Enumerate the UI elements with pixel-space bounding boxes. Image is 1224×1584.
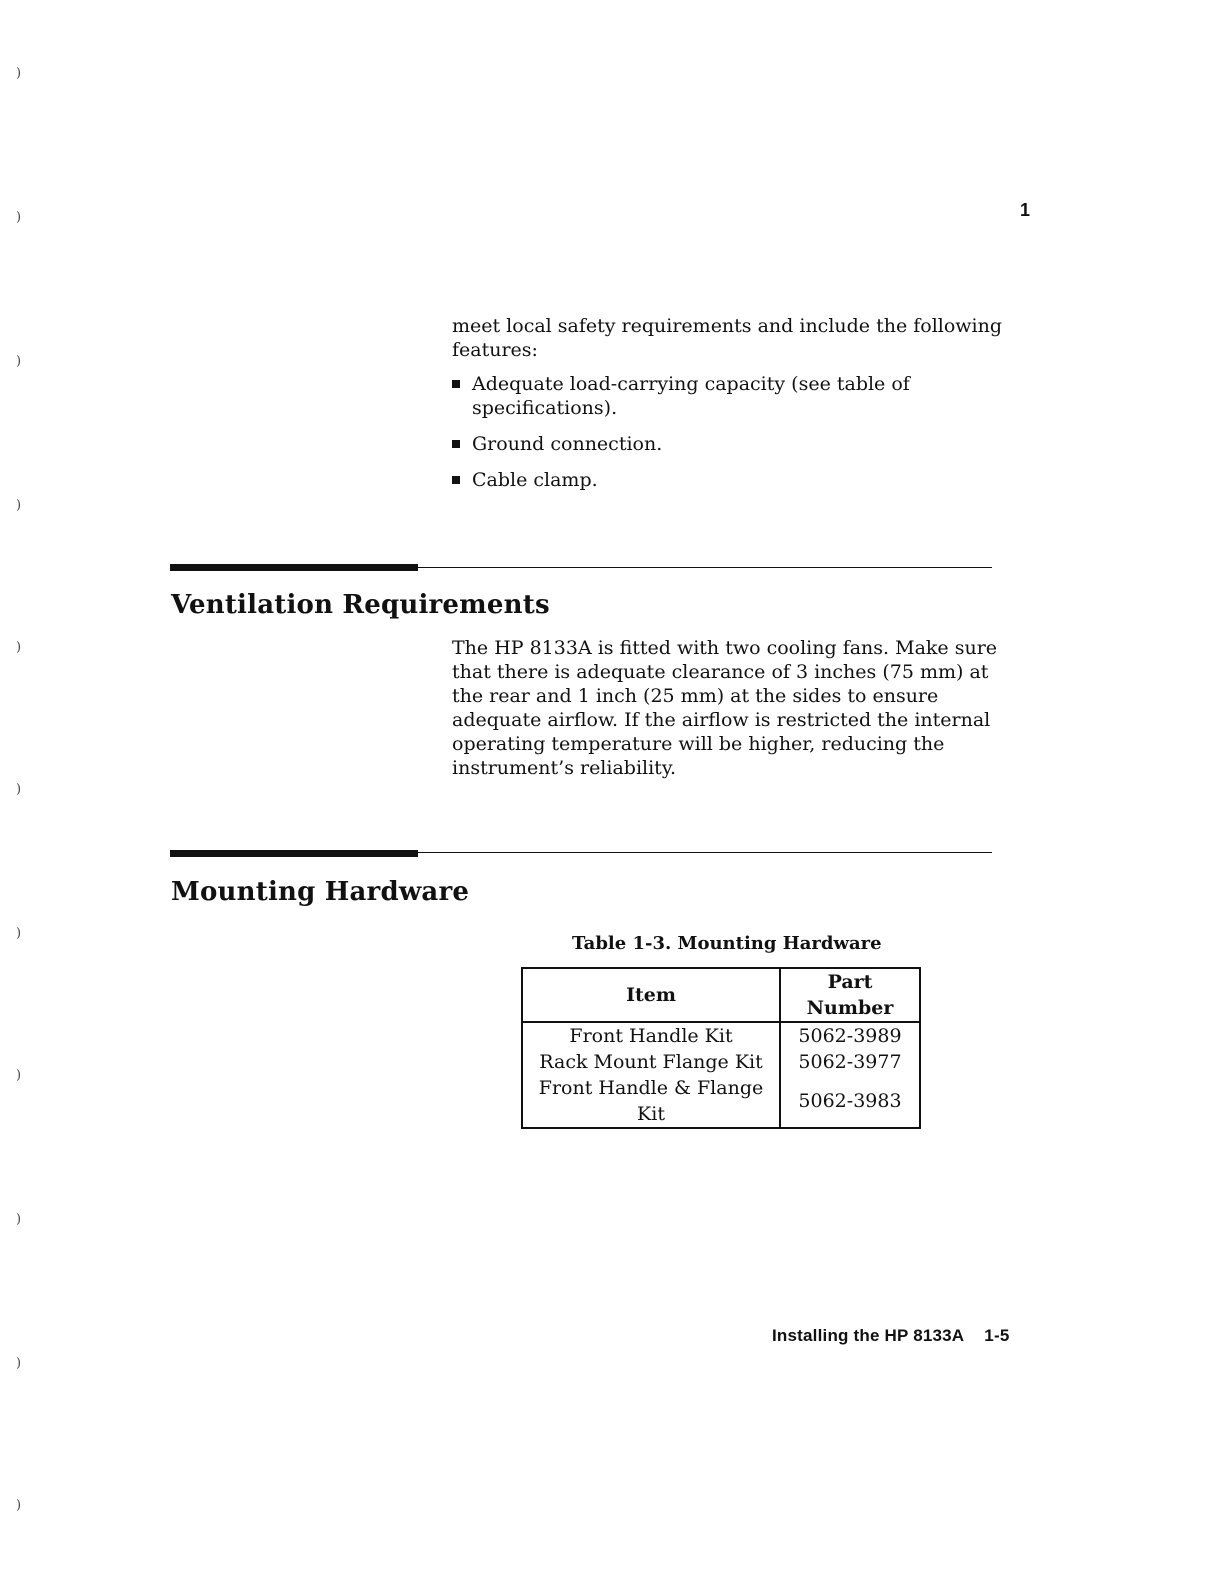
table-header-row (522, 968, 920, 1022)
binder-mark: ) (16, 640, 22, 655)
list-item (452, 468, 992, 492)
binder-mark: ) (16, 498, 22, 513)
section-divider-bar (170, 850, 418, 857)
binder-mark: ) (16, 926, 22, 941)
binder-mark: ) (16, 210, 22, 225)
bullet-square-icon (452, 380, 460, 388)
table-cell-part-number: 5062-3977 (798, 1051, 902, 1073)
list-item-text: Ground connection. (472, 433, 663, 455)
table-row (522, 1049, 920, 1075)
list-item (452, 432, 992, 456)
table-row (522, 1022, 920, 1049)
binder-mark: ) (16, 1498, 22, 1513)
table-caption: Table 1-3. Mounting Hardware (572, 933, 882, 954)
list-item-text: Adequate load-carrying capacity (see table of specifications). (472, 373, 910, 419)
table-row (522, 1075, 920, 1128)
page-number: 1-5 (984, 1326, 1010, 1345)
column-header-item: Item (522, 968, 780, 1022)
intro-paragraph: meet local safety requirements and include the following features: (452, 315, 1003, 361)
list-item-text: Cable clamp. (472, 469, 598, 491)
ventilation-paragraph: The HP 8133A is fitted with two cooling fans. Make sure that there is adequate clearance of 3 inches (75 mm) at the rear and 1 inch (25 mm) at the sides to ensure adequate airflow. If the airflow is restricted the internal operating temperature will be higher, reducing the instrument’s reliability. (452, 637, 998, 779)
column-header-part-number: Part Number (780, 968, 920, 1022)
table-cell-part-number: 5062-3989 (798, 1025, 902, 1047)
feature-list (452, 372, 992, 504)
list-item (452, 372, 992, 420)
table-cell-item: Front Handle & Flange Kit (522, 1075, 780, 1128)
section-heading-mounting: Mounting Hardware (171, 877, 470, 907)
binder-mark: ) (16, 354, 22, 369)
page-footer (772, 1326, 1009, 1346)
section-divider-bar (170, 564, 418, 571)
binder-mark: ) (16, 782, 22, 797)
section-heading-ventilation: Ventilation Requirements (171, 590, 550, 620)
table-cell-item: Front Handle Kit (522, 1022, 780, 1049)
binder-mark: ) (16, 1212, 22, 1227)
bullet-square-icon (452, 440, 460, 448)
table-cell-part-number: 5062-3983 (798, 1090, 902, 1112)
binder-mark: ) (16, 1356, 22, 1371)
chapter-tab: 1 (1020, 200, 1031, 220)
table-cell-item: Rack Mount Flange Kit (522, 1049, 780, 1075)
bullet-square-icon (452, 476, 460, 484)
binder-mark: ) (16, 66, 22, 81)
binder-mark: ) (16, 1068, 22, 1083)
mounting-hardware-table (521, 967, 921, 1129)
footer-title: Installing the HP 8133A (772, 1326, 965, 1345)
